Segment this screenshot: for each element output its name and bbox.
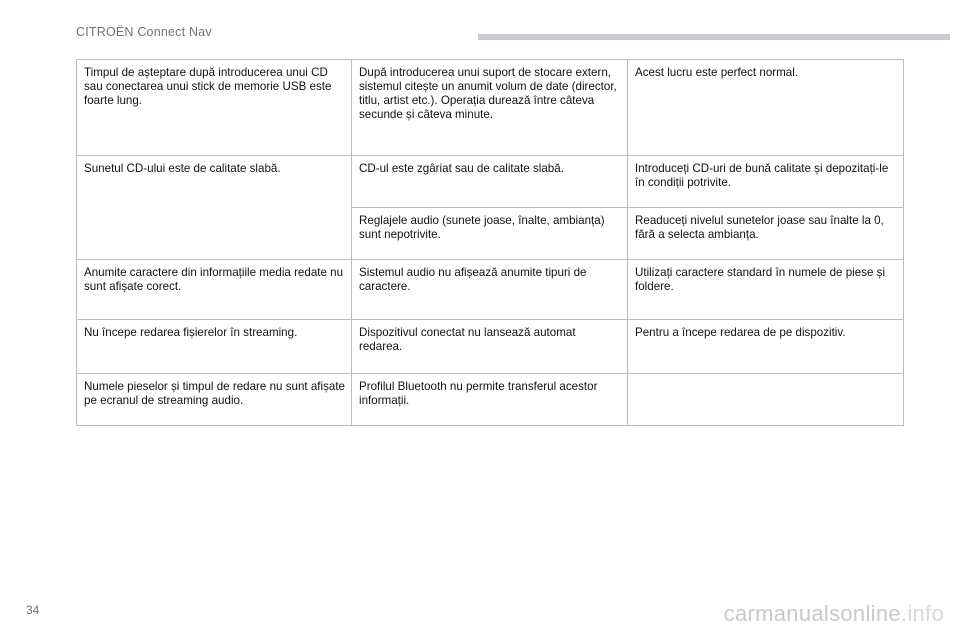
solution-cell: Introduceți CD-uri de bună calitate și depozitați-le în condiții potrivite. [628,156,904,208]
watermark-main: carmanualsonline [723,601,901,626]
cause-cell: După introducerea unui suport de stocare extern, sistemul citește un anumit volum de date (director, titlu, artist etc.). Operația durează între câteva secunde și câteva minute. [352,60,628,156]
table-row [77,320,904,374]
cause-cell: Reglajele audio (sunete joase, înalte, ambianța) sunt nepotrivite. [352,208,628,260]
solution-cell: Readuceți nivelul sunetelor joase sau înalte la 0, fără a selecta ambianța. [628,208,904,260]
cause-cell: Dispozitivul conectat nu lansează automat redarea. [352,320,628,374]
table-row [77,60,904,156]
watermark [724,601,944,627]
cause-cell: Profilul Bluetooth nu permite transferul acestor informații. [352,374,628,426]
solution-cell: Acest lucru este perfect normal. [628,60,904,156]
problem-cell: Sunetul CD-ului este de calitate slabă. [77,156,352,260]
table-row [77,260,904,320]
solution-cell [628,374,904,426]
problem-cell: Numele pieselor și timpul de redare nu sunt afișate pe ecranul de streaming audio. [77,374,352,426]
problem-cell: Timpul de așteptare după introducerea unui CD sau conectarea unui stick de memorie USB este foarte lung. [77,60,352,156]
troubleshooting-table [76,59,904,426]
page-header-title: CITROËN Connect Nav [76,25,212,39]
watermark-tld: .info [900,601,944,626]
page-number: 34 [26,603,40,617]
solution-cell: Utilizați caractere standard în numele de piese și foldere. [628,260,904,320]
problem-cell: Nu începe redarea fișierelor în streaming. [77,320,352,374]
table-row [77,156,904,208]
solution-cell: Pentru a începe redarea de pe dispozitiv. [628,320,904,374]
cause-cell: Sistemul audio nu afișează anumite tipuri de caractere. [352,260,628,320]
problem-cell: Anumite caractere din informațiile media redate nu sunt afișate corect. [77,260,352,320]
table-row [77,374,904,426]
cause-cell: CD-ul este zgâriat sau de calitate slabă. [352,156,628,208]
header-bar [478,34,950,40]
